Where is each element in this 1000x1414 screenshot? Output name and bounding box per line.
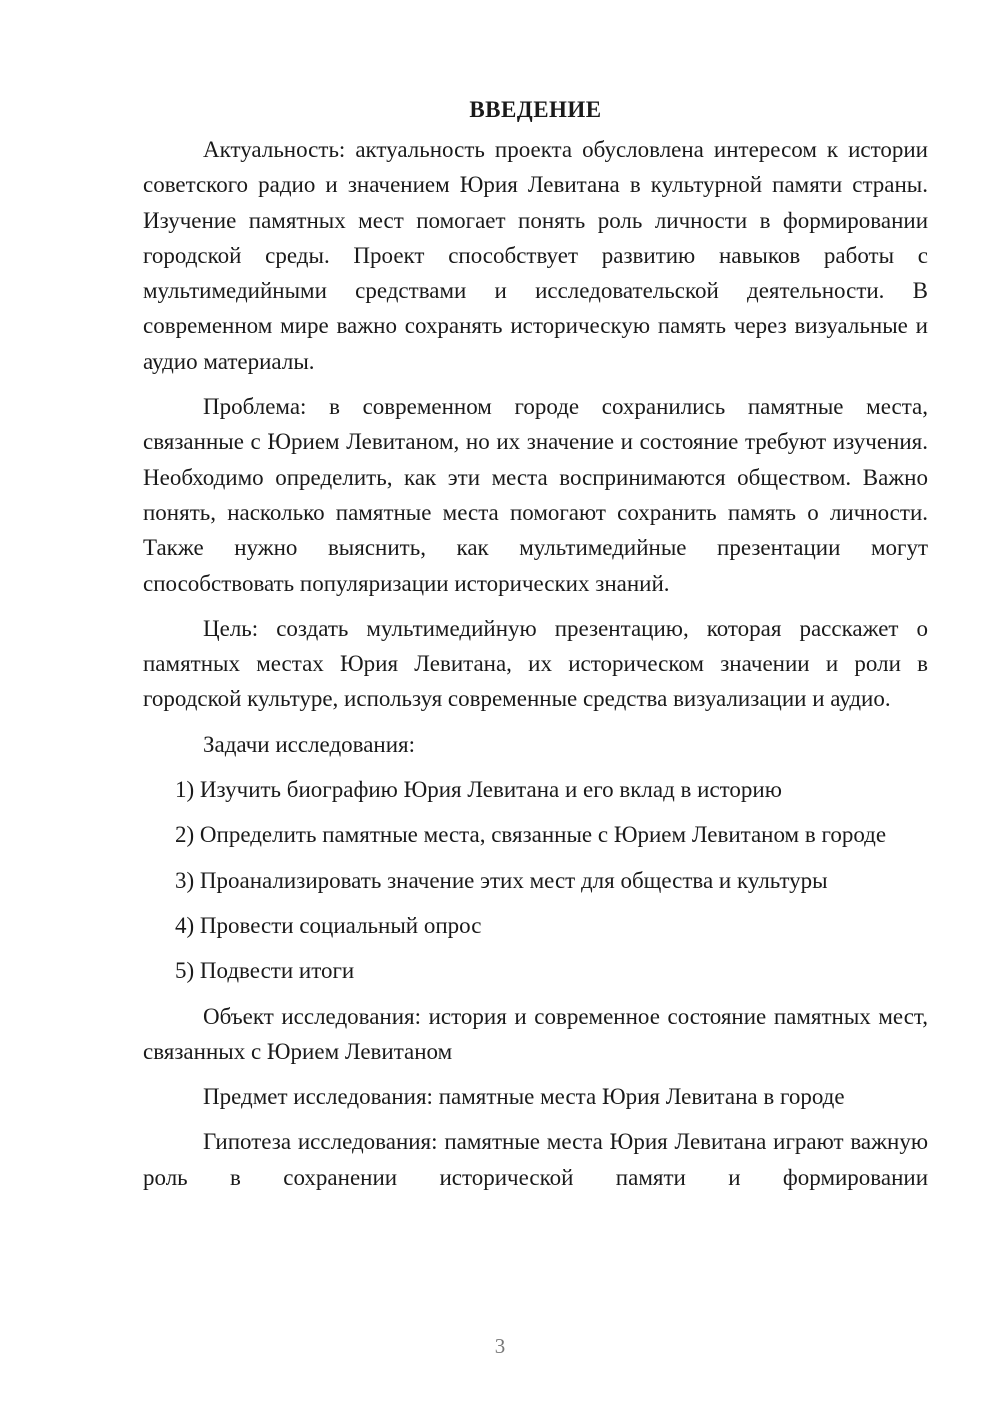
page-number: 3: [494, 1334, 506, 1358]
paragraph-subject: Предмет исследования: памятные места Юрия Левитана в городе: [203, 1084, 845, 1110]
task-item-2: 2) Определить памятные места, связанные с Юрием Левитаном в городе: [175, 822, 887, 848]
paragraph-problem: Проблема: в современном городе сохранились памятные места, связанные с Юрием Левитаном, но их значение и состояние требуют изучения. Необходимо определить, как эти места воспринимаются обществом. Важно понять, насколько памятные места помогают сохранить память о личности. Также нужно выяснить, как мультимедийные презентации могут способствовать популяризации исторических знаний.: [143, 394, 928, 596]
document-page: [143, 92, 928, 1205]
paragraph-relevance: Актуальность: актуальность проекта обусловлена интересом к истории советского радио и значением Юрия Левитана в культурной памяти страны. Изучение памятных мест помогает понять роль личности в формировании городской среды. Проект способствует развитию навыков работы с мультимедийными средствами и исследовательской деятельности. В современном мире важно сохранять историческую память через визуальные и аудио материалы.: [143, 137, 928, 374]
paragraph-goal: Цель: создать мультимедийную презентацию, которая расскажет о памятных местах Юрия Левитана, их историческом значении и роли в городской культуре, используя современные средства визуализации и аудио.: [143, 615, 928, 712]
task-item-1: 1) Изучить биографию Юрия Левитана и его вклад в историю: [175, 777, 782, 803]
paragraph-object: Объект исследования: история и современное состояние памятных мест, связанных с Юрием Левитаном: [143, 1003, 928, 1064]
paragraph-tasks-label: Задачи исследования:: [203, 731, 416, 757]
task-item-4: 4) Провести социальный опрос: [175, 912, 482, 938]
paragraph-hypothesis: Гипотеза исследования: памятные места Юрия Левитана играют важную роль в сохранении исторической памяти и формировании: [143, 1129, 928, 1190]
task-item-5: 5) Подвести итоги: [175, 958, 355, 984]
task-item-3: 3) Проанализировать значение этих мест для общества и культуры: [175, 867, 828, 893]
section-heading: ВВЕДЕНИЕ: [469, 97, 602, 122]
